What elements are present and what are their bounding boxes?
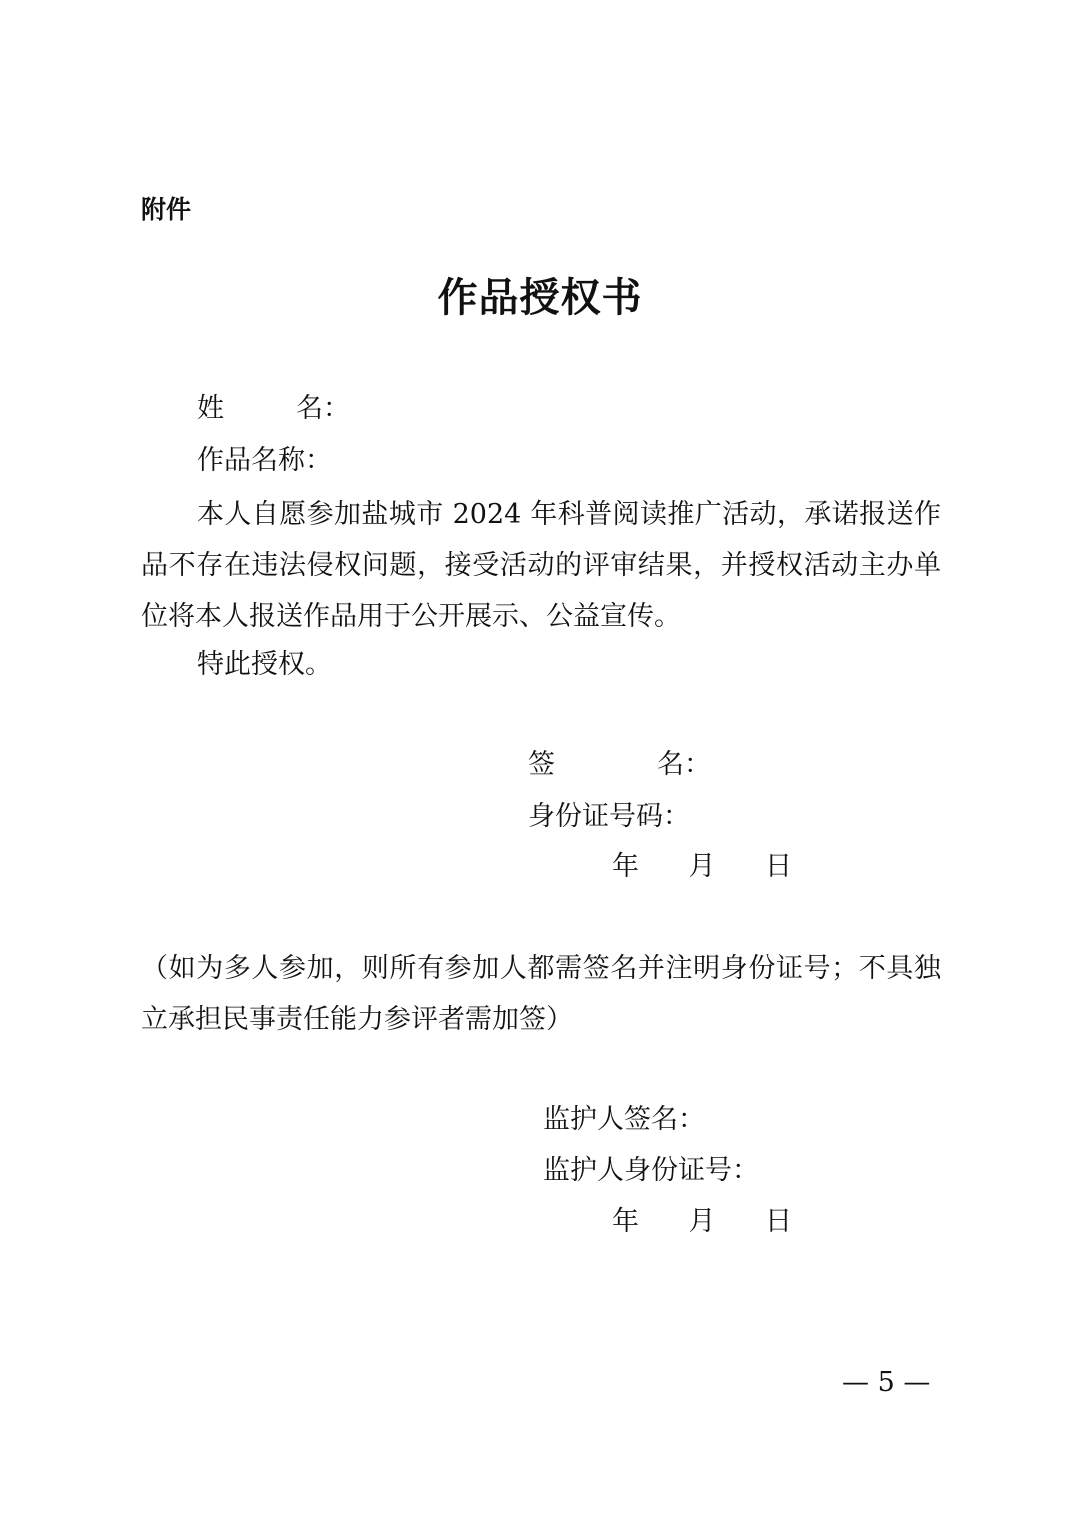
label-char: 名 [657, 749, 684, 780]
label-char: 姓 [197, 393, 224, 424]
date-year: 年 [612, 851, 639, 882]
document-title: 作品授权书 [437, 274, 643, 321]
attachment-label: 附件 [141, 195, 192, 224]
name-label-colon: ： [323, 393, 350, 424]
signature-label-colon: ： [684, 749, 711, 780]
page-number: — 5 — [842, 1367, 931, 1398]
signature-label-text [528, 751, 684, 778]
guardian-date-month: 月 [688, 1206, 716, 1237]
date-month: 月 [688, 851, 716, 882]
label-char: 名 [296, 393, 323, 424]
guardian-date-day: 日 [765, 1206, 792, 1237]
signature-date-line [612, 853, 792, 880]
guardian-date-line [612, 1208, 792, 1235]
id-number-label-colon: ： [663, 801, 690, 832]
work-title-field-label [197, 447, 332, 474]
authorization-paragraph: 本人自愿参加盐城市 2024 年科普阅读推广活动，承诺报送作品不存在违法侵权问题，接受活动的评审结果，并授权活动主办单位将本人报送作品用于公开展示、公益宣传。 [141, 499, 941, 632]
closing-statement: 特此授权。 [197, 649, 332, 680]
date-day: 日 [765, 851, 792, 882]
signature-field-label [528, 751, 711, 778]
work-title-label-colon: ： [305, 445, 332, 476]
id-number-field-label [528, 803, 690, 830]
name-label-text [197, 395, 323, 422]
work-title-label-text: 作品名称 [197, 445, 305, 476]
guardian-id-label: 监护人身份证号： [543, 1155, 759, 1186]
multi-participant-note: （如为多人参加，则所有参加人都需签名并注明身份证号；不具独立承担民事责任能力参评者需加签） [141, 953, 941, 1035]
id-number-label-text: 身份证号码 [528, 801, 663, 832]
name-label-spread [197, 395, 323, 422]
guardian-date-year: 年 [612, 1206, 639, 1237]
signature-label-spread [528, 751, 684, 778]
label-char: 签 [528, 749, 555, 780]
guardian-signature-label: 监护人签名： [543, 1104, 705, 1135]
name-field-label [197, 395, 350, 422]
